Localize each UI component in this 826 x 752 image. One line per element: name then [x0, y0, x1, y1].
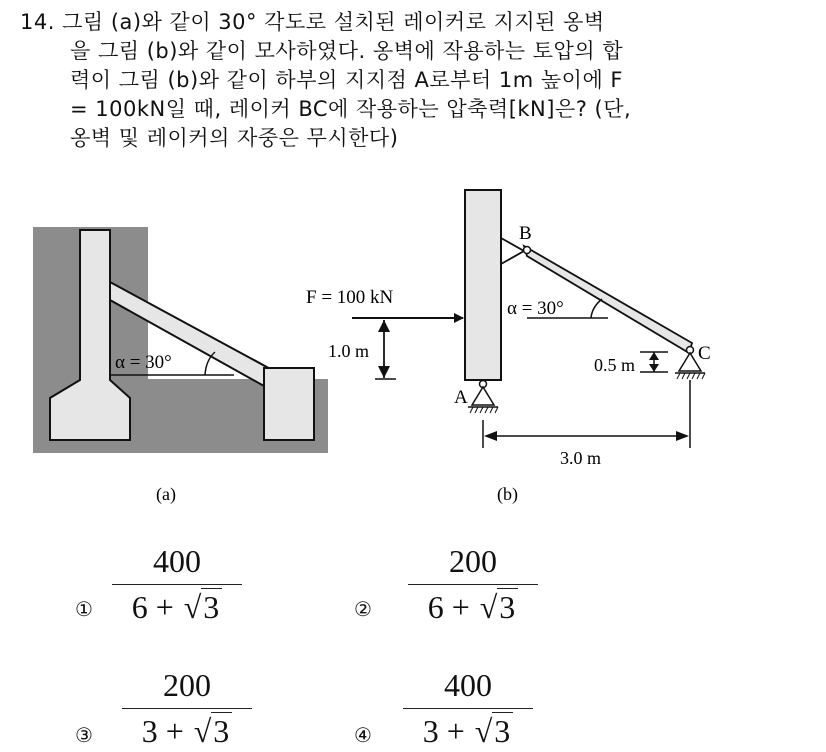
choice-2-radicand: 3 — [497, 588, 518, 625]
offset-label: 0.5 m — [594, 355, 636, 375]
caption-a: (a) — [156, 484, 176, 504]
height-dimension-arrow-bottom — [378, 366, 390, 378]
choice-2-numerator: 200 — [449, 543, 497, 579]
choice-1-den-base: 6 + — [131, 589, 174, 625]
angle-arc-b — [591, 299, 602, 318]
choice-4-denominator — [403, 709, 533, 750]
sqrt-symbol: √3 — [478, 589, 519, 626]
retaining-wall-b — [465, 190, 501, 380]
point-c-label: C — [698, 343, 711, 364]
choice-2-number[interactable]: ② — [354, 597, 372, 621]
choice-3-denominator — [122, 709, 252, 750]
point-a-label: A — [454, 387, 468, 408]
choice-4-fraction[interactable] — [403, 667, 533, 750]
span-label: 3.0 m — [560, 448, 602, 468]
sqrt-symbol: √3 — [192, 713, 233, 750]
sqrt-symbol: √3 — [182, 589, 223, 626]
choice-2-den-base: 6 + — [427, 589, 470, 625]
retaining-wall-figure — [0, 185, 826, 525]
choice-1-denominator — [112, 585, 242, 626]
choice-1-radicand: 3 — [201, 588, 222, 625]
choice-4-number[interactable]: ④ — [354, 723, 372, 747]
choice-3-den-base: 3 + — [141, 713, 184, 749]
sqrt-symbol: √3 — [473, 713, 514, 750]
choice-4-den-base: 3 + — [422, 713, 465, 749]
angle-label-a: α = 30° — [115, 352, 172, 373]
question-line-5: 옹벽 및 레이커의 자중은 무시한다) — [70, 126, 399, 150]
figure-b — [306, 190, 711, 505]
choice-4-radicand: 3 — [492, 712, 513, 749]
choice-2-fraction[interactable] — [408, 543, 538, 626]
choice-2-denominator — [408, 585, 538, 626]
foundation-block-a — [264, 368, 314, 440]
choice-1-fraction[interactable] — [112, 543, 242, 626]
choice-4-numerator: 400 — [444, 667, 492, 703]
hinge-b — [524, 247, 531, 254]
choice-1-numerator: 400 — [153, 543, 201, 579]
force-label: F = 100 kN — [306, 287, 394, 308]
support-a — [472, 387, 494, 405]
angle-label-b: α = 30° — [507, 298, 564, 319]
height-dimension-arrow-top — [378, 320, 390, 332]
question-line-4: = 100kN일 때, 레이커 BC에 작용하는 압축력[kN]은? (단, — [70, 97, 632, 121]
question-line-3: 력이 그림 (b)와 같이 하부의 지지점 A로부터 1m 높이에 F — [70, 68, 623, 92]
ground-hatch-a — [470, 407, 498, 413]
question-line-1: 14. 그림 (a)와 같이 30° 각도로 설치된 레이커로 지지된 옹벽 — [20, 10, 605, 34]
choice-3-number[interactable]: ③ — [75, 723, 93, 747]
choice-1-number[interactable]: ① — [75, 597, 93, 621]
choice-3-fraction[interactable] — [122, 667, 252, 750]
point-b-label: B — [519, 223, 532, 244]
question-line-2: 을 그림 (b)와 같이 모사하였다. 옹벽에 작용하는 토압의 합 — [70, 39, 624, 63]
height-label: 1.0 m — [328, 341, 370, 361]
choice-3-numerator: 200 — [163, 667, 211, 703]
figure-a — [33, 227, 328, 505]
caption-b: (b) — [497, 484, 518, 504]
choice-3-radicand: 3 — [211, 712, 232, 749]
question-text — [20, 8, 810, 153]
ground-hatch-c — [677, 373, 705, 379]
